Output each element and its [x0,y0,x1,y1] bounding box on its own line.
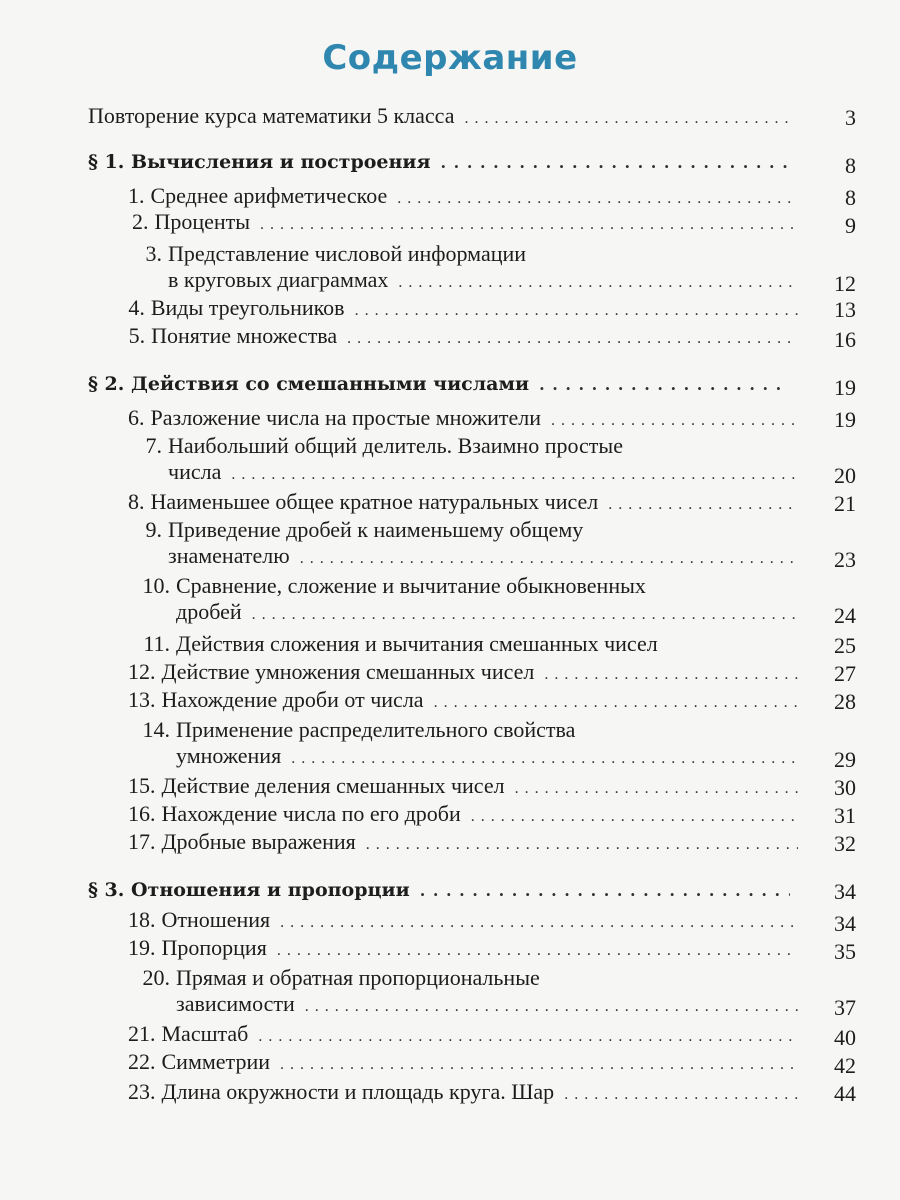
leader-dots [515,775,798,803]
toc-item[interactable] [128,572,808,600]
item-title-continued: в круговых диаграммах [168,267,389,292]
item-title: Масштаб [161,1021,249,1046]
toc-item[interactable] [128,658,808,689]
item-title: Виды треугольников [150,295,345,320]
leader-dots [608,491,798,519]
item-number: 21. [128,1021,156,1046]
leader-dots [544,661,798,689]
toc-item-continuation[interactable] [168,542,808,573]
section-page: 19 [834,375,856,400]
section-page: 34 [834,879,856,904]
item-number: 17. [128,829,156,854]
leader-dots [366,831,798,859]
item-page: 44 [834,1081,856,1106]
toc-item-continuation[interactable] [168,458,808,489]
toc-item[interactable] [128,630,808,658]
leader-dots [471,803,798,831]
leader-dots [305,993,798,1021]
toc-item[interactable] [128,716,808,744]
item-number: 20. [142,965,170,990]
item-title: Приведение дробей к наименьшему общему [168,517,584,542]
item-title: Применение распределительного свойства [176,717,576,742]
toc-item[interactable] [128,208,808,239]
toc-item[interactable] [128,800,808,831]
item-title: Проценты [154,209,251,234]
item-title: Понятие множества [151,323,338,348]
item-title: Длина окружности и площадь круга. Шар [161,1079,555,1104]
item-title: Действие умножения смешанных чисел [161,659,535,684]
toc-item[interactable] [128,906,808,937]
item-title-continued: умножения [176,743,282,768]
toc-item-continuation[interactable] [176,990,808,1021]
item-page: 35 [834,939,856,964]
leader-dots [539,371,790,399]
toc-item[interactable] [128,1078,808,1109]
leader-dots [260,211,798,239]
item-page: 24 [834,603,856,628]
toc-item-continuation[interactable] [176,742,808,773]
toc-item-continuation[interactable] [168,266,808,297]
item-number: 11. [143,631,170,656]
toc-item[interactable] [128,1020,808,1051]
item-number: 12. [128,659,156,684]
item-page: 30 [834,775,856,800]
item-page: 9 [845,213,856,238]
item-number: 13. [128,687,156,712]
leader-dots [231,461,798,489]
toc-item[interactable] [128,322,808,353]
item-page: 19 [834,407,856,432]
leader-dots [551,407,798,435]
leader-dots [347,325,798,353]
item-page: 16 [834,327,856,352]
toc-item[interactable] [128,294,808,325]
item-number: 7. [145,433,162,458]
leader-dots [280,1051,798,1079]
leader-dots [398,269,798,297]
leader-dots [355,297,798,325]
item-number: 18. [128,907,156,932]
item-title: Действие деления смешанных чисел [161,773,505,798]
item-title: Симметрии [161,1049,270,1074]
item-number: 14. [142,717,170,742]
toc-section-2[interactable] [88,370,800,399]
item-page: 12 [834,271,856,296]
item-number: 10. [142,573,170,598]
item-page: 37 [834,995,856,1020]
toc-section-3[interactable] [88,876,800,905]
item-title-continued: числа [168,459,222,484]
item-title: Отношения [161,907,271,932]
item-number: 4. [128,295,145,320]
item-title: Прямая и обратная пропорциональные [176,965,540,990]
toc-item[interactable] [128,772,808,803]
item-page: 27 [834,661,856,686]
leader-dots [564,1081,798,1109]
toc-intro-page: 3 [845,105,856,130]
item-page: 40 [834,1025,856,1050]
item-number: 15. [128,773,156,798]
toc-item[interactable] [128,934,808,965]
toc-item[interactable] [128,240,808,268]
item-title: Нахождение числа по его дроби [161,801,461,826]
page-title: Содержание [322,38,578,78]
section-label: § 3. Отношения и пропорции [88,879,410,901]
leader-dots [434,689,798,717]
item-number: 9. [145,517,162,542]
item-title: Нахождение дроби от числа [161,687,424,712]
toc-section-1[interactable] [88,148,800,177]
item-page: 13 [834,297,856,322]
item-title: Пропорция [161,935,267,960]
section-page: 8 [845,153,856,178]
item-number: 23. [128,1079,156,1104]
leader-dots [464,105,790,133]
toc-item[interactable] [128,432,808,460]
toc-item[interactable] [128,828,808,859]
item-title: Сравнение, сложение и вычитание обыкновенных [176,573,646,598]
item-number: 22. [128,1049,156,1074]
item-page: 20 [834,463,856,488]
section-label: § 1. Вычисления и построения [88,151,431,173]
item-number: 19. [128,935,156,960]
item-number: 16. [128,801,156,826]
item-number: 5. [128,323,146,348]
leader-dots [277,937,798,965]
item-page: 34 [834,911,856,936]
item-number: 6. [128,405,145,430]
toc-intro[interactable] [88,102,800,133]
item-title-continued: зависимости [176,991,295,1016]
leader-dots [420,877,790,905]
leader-dots [300,545,798,573]
item-page: 25 [834,633,856,658]
item-number: 2. [131,209,149,234]
item-number: 3. [145,241,162,266]
toc-item[interactable] [128,964,808,992]
toc-item[interactable] [128,1048,808,1079]
leader-dots [280,909,798,937]
item-title: Действия сложения и вычитания смешанных чисел [176,631,658,656]
item-number: 8. [128,489,145,514]
section-label: § 2. Действия со смешанными числами [88,373,530,395]
item-page: 28 [834,689,856,714]
leader-dots [291,745,798,773]
item-page: 23 [834,547,856,572]
item-title-continued: знаменателю [168,543,290,568]
item-title: Наибольший общий делитель. Взаимно простые [168,433,623,458]
leader-dots [441,149,790,177]
toc-item[interactable] [128,404,808,435]
item-title: Наименьшее общее кратное натуральных чисел [150,489,599,514]
toc-item[interactable] [128,686,808,717]
item-page: 31 [834,803,856,828]
toc-item[interactable] [128,488,808,519]
item-title: Представление числовой информации [168,241,527,266]
item-title: Разложение числа на простые множители [150,405,541,430]
item-title: Дробные выражения [161,829,356,854]
leader-dots [258,1023,798,1051]
item-page: 42 [834,1053,856,1078]
item-page: 32 [834,831,856,856]
item-title-continued: дробей [176,599,242,624]
toc-item-continuation[interactable] [176,598,808,629]
item-title: Среднее арифметическое [150,183,388,208]
item-page: 21 [834,491,856,516]
toc-intro-text: Повторение курса математики 5 класса [88,103,455,128]
item-page: 8 [845,185,856,210]
item-number: 1. [128,183,145,208]
toc-item[interactable] [128,516,808,544]
leader-dots [252,601,798,629]
item-page: 29 [834,747,856,772]
